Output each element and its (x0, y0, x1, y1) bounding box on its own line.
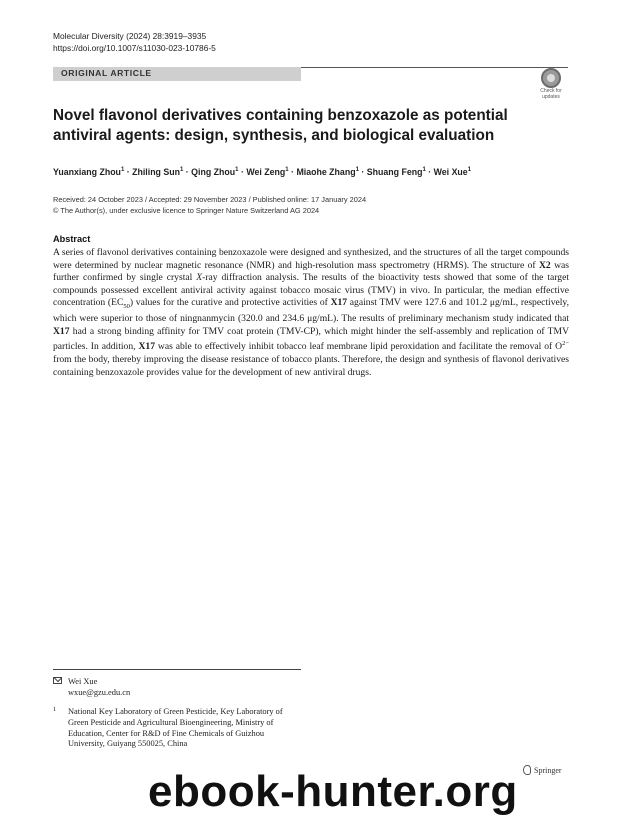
watermark: ebook-hunter.org (148, 767, 518, 816)
springer-logo-icon (523, 765, 531, 775)
footnote-rule (53, 669, 301, 670)
author[interactable]: Zhiling Sun$^1$ (132, 166, 184, 177)
abstract-text: A series of flavonol derivatives containing benzoxazole were designed and synthesized, and the structures of all the target compounds were determined by nuclear magnetic resonance (NMR) and high-resolution mass spectrometry (HRMS). The structure of X2 was further confirmed by single crystal X-ray diffraction analysis. The results of the bioactivity tests showed that some of the target compounds possessed excellent antiviral activity against tobacco mosaic virus (TMV) in vivo. In particular, the median effective concentration $(EC_{50})$ values for the curative and protective activities of X17 against TMV were 127.6 and 101.2 μg/mL, respectively, which were superior to those of ningnanmycin (320.0 and 234.6 μg/mL). The results of preliminary mechanism study indicated that X17 had a strong binding affinity for TMV coat protein (TMV-CP), which might hinder the self-assembly and replication of TMV particles. In addition, X17 was able to effectively inhibit tobacco leaf membrane lipid peroxidation and facilitate the removal of $O^{2-}$ from the body, thereby improving the disease resistance of tobacco plants. Therefore, the design and synthesis of flavonol derivatives containing benzoxazole provides value for the development of new antiviral drugs. (53, 247, 570, 378)
history-dates: Received: 24 October 2023 / Accepted: 29 November 2023 / Published online: 17 January 2024 (53, 195, 367, 204)
journal-citation: Molecular Diversity (2024) 28:3919–3935 (53, 31, 207, 41)
author-list: Yuanxiang Zhou$^1$ · Zhiling Sun$^1$ · Qing Zhou$^1$ · Wei Zeng$^1$ · Miaohe Zhang$^1$ · Shuang Feng$^1$ · Wei Xue$^1$ (53, 166, 472, 177)
check-for-updates-icon (541, 68, 561, 88)
publisher-logo (523, 765, 562, 775)
abstract-heading: Abstract (53, 234, 91, 244)
envelope-icon (53, 677, 62, 684)
article-type-label: ORIGINAL ARTICLE (61, 68, 152, 78)
author[interactable]: Yuanxiang Zhou$^1$ (53, 166, 125, 177)
badge-line-2: updates (542, 94, 560, 100)
journal-info (53, 30, 216, 54)
header-rule (301, 67, 568, 68)
publisher-name: Springer (534, 766, 562, 775)
article-title: Novel flavonol derivatives containing benzoxazole as potential antiviral agents: design, synthesis, and biological evaluation (53, 107, 508, 144)
author[interactable]: Wei Xue$^1$ (433, 166, 472, 177)
publication-dates (53, 194, 573, 216)
author[interactable]: Wei Zeng$^1$ (246, 166, 289, 177)
affiliation-text: National Key Laboratory of Green Pesticide, Key Laboratory of Green Pesticide and Agricultural Bioengineering, Ministry of Education, Center for R&D of Fine Chemicals of Guizhou University, Guiyang 550025, China (68, 707, 283, 749)
author[interactable]: Miaohe Zhang$^1$ (296, 166, 359, 177)
author[interactable]: Shuang Feng$^1$ (366, 166, 426, 177)
copyright: © The Author(s), under exclusive licence to Springer Nature Switzerland AG 2024 (53, 206, 320, 215)
correspondence (53, 676, 97, 687)
article-type-bar (53, 67, 301, 81)
author[interactable]: Qing Zhou$^1$ (191, 166, 239, 177)
doi-link[interactable]: https://doi.org/10.1007/s11030-023-10786-5 (53, 43, 216, 53)
corresponding-email[interactable]: wxue@gzu.edu.cn (68, 688, 131, 697)
affiliation-number: 1 (53, 706, 57, 713)
corresponding-author: Wei Xue (68, 677, 98, 686)
check-for-updates-badge[interactable] (535, 68, 567, 102)
badge-line-1: Check for (540, 88, 562, 94)
